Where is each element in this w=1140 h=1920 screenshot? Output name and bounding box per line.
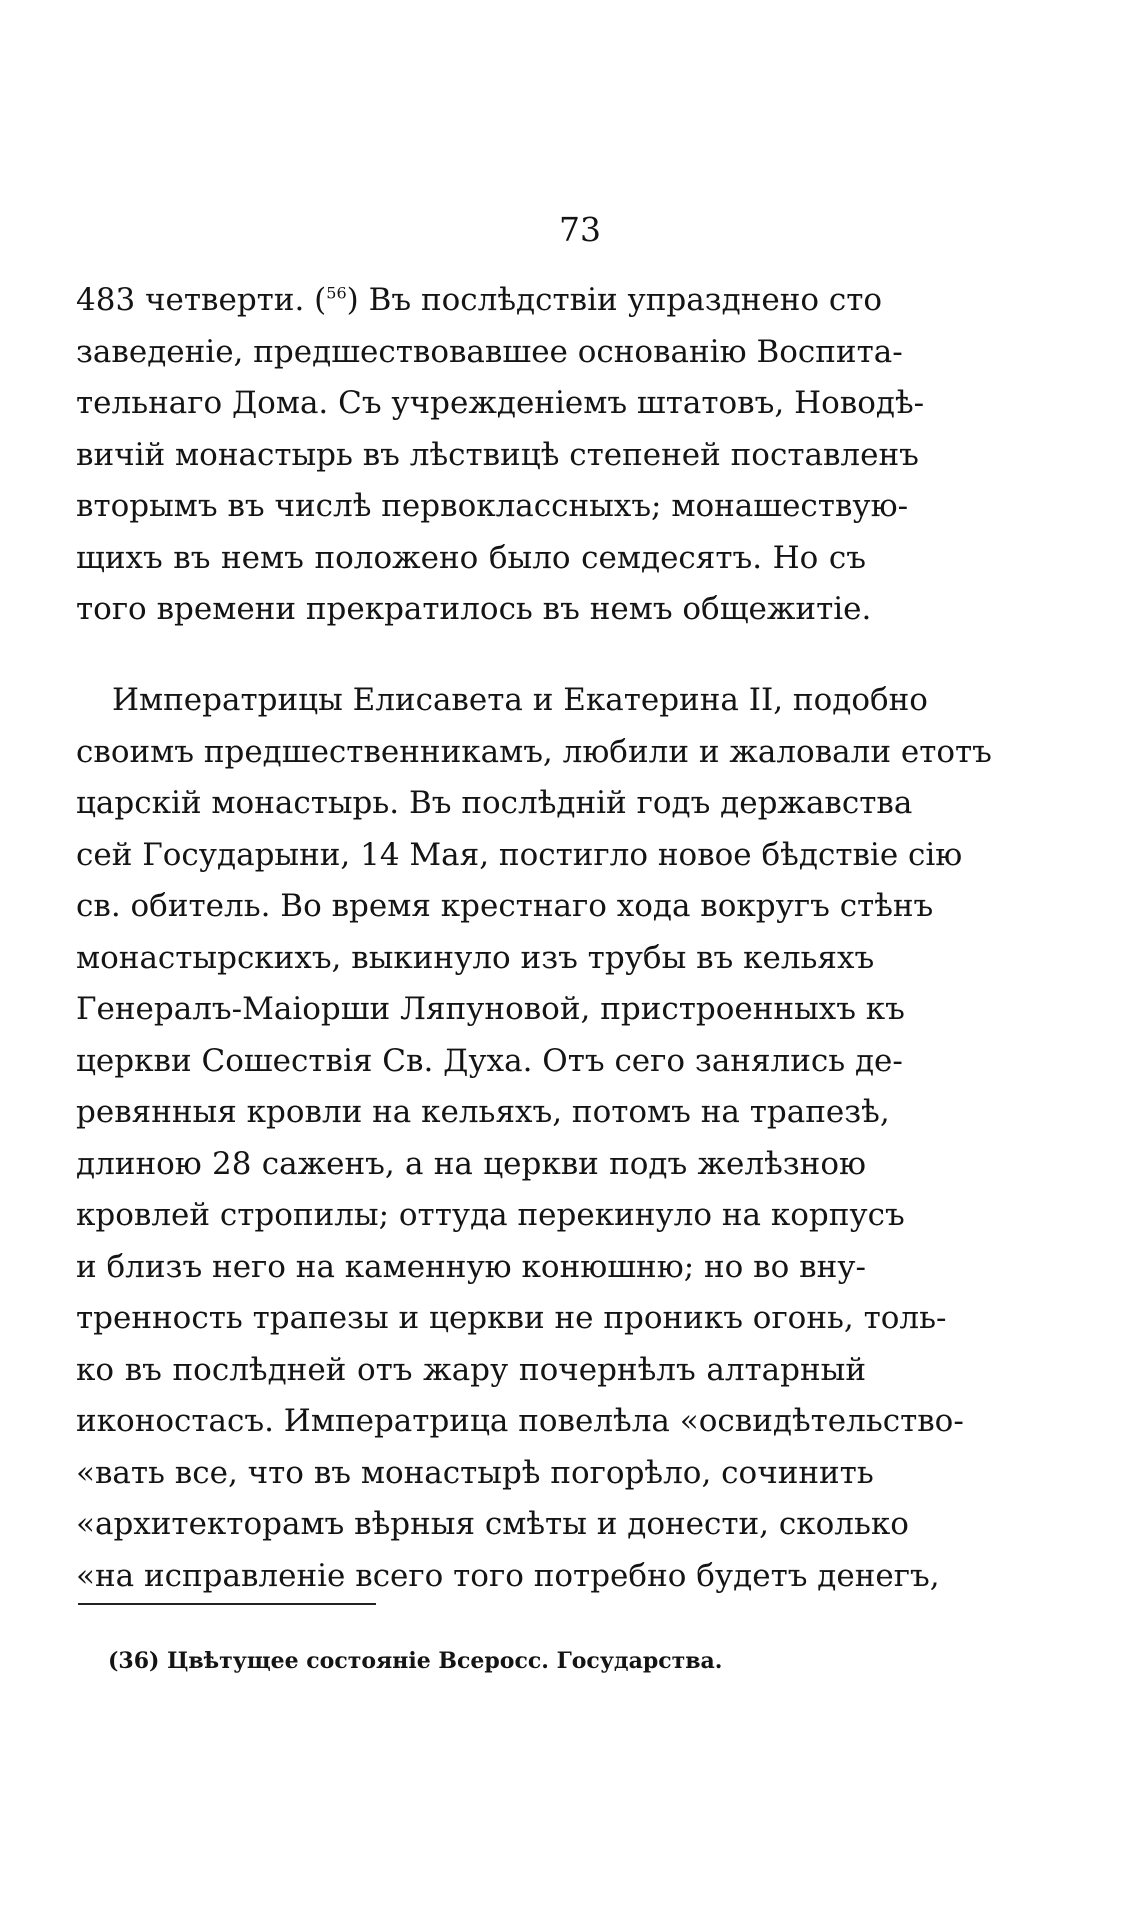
- text-line: ревянныя кровли на кельяхъ, потомъ на трапезѣ,: [76, 1094, 890, 1130]
- text-line: тренность трапезы и церкви не проникъ огонь, толь-: [76, 1300, 947, 1336]
- text-line: сей Государыни, 14 Мая, постигло новое бѣдствіе сію: [76, 836, 963, 873]
- page-number: 73: [559, 210, 601, 249]
- text-line: щихъ въ немъ положено было семдесятъ. Но съ: [76, 539, 866, 576]
- footnote-reference[interactable]: 56: [326, 283, 347, 303]
- text-line: церкви Сошествія Св. Духа. Отъ сего занялись де-: [76, 1042, 903, 1079]
- footnote: (36) Цвѣтущее состояніе Всеросс. Государства.: [108, 1648, 723, 1674]
- text-line: «архитекторамъ вѣрныя смѣты и донести, сколько: [76, 1506, 909, 1542]
- text-line: иконостасъ. Императрица повелѣла «освидѣтельство-: [76, 1403, 964, 1439]
- text-line: своимъ предшественникамъ, любили и жаловали етотъ: [76, 733, 992, 770]
- text-line: «вать все, что въ монастырѣ погорѣло, сочинить: [76, 1454, 874, 1491]
- text-line: св. обитель. Во время крестнаго хода вокругъ стѣнъ: [76, 888, 934, 924]
- text-line: Императрицы Елисавета и Екатерина II, подобно: [112, 682, 928, 718]
- text-line: Генералъ-Маіорши Ляпуновой, пристроенныхъ къ: [76, 991, 905, 1027]
- text-line: заведеніе, предшествовавшее основанію Воспита-: [76, 333, 903, 370]
- text-line: кровлей стропилы; оттуда перекинуло на корпусъ: [76, 1197, 905, 1233]
- footnote-divider: [78, 1603, 376, 1605]
- text-line: тельнаго Дома. Съ учрежденіемъ штатовъ, Новодѣ-: [76, 385, 925, 421]
- text-line: длиною 28 саженъ, а на церкви подъ желѣзною: [76, 1145, 866, 1182]
- text-line: царскій монастырь. Въ послѣдній годъ державства: [76, 785, 913, 821]
- paragraph-1: [76, 275, 925, 636]
- paragraph-2: [76, 675, 992, 1602]
- text-line: «на исправленіе всего того потребно будетъ денегъ,: [76, 1557, 940, 1594]
- text-line: и близъ него на каменную конюшню; но во вну-: [76, 1248, 866, 1285]
- text-line: ко въ послѣдней отъ жару почернѣлъ алтарный: [76, 1351, 866, 1388]
- text-line: вичій монастырь въ лѣствицѣ степеней поставленъ: [76, 436, 919, 473]
- text-line: 483 четверти. ($^{56}$) Въ послѣдствіи упразднено сто: [76, 282, 883, 318]
- text-line: монастырскихъ, выкинуло изъ трубы въ кельяхъ: [76, 939, 875, 976]
- text-line: вторымъ въ числѣ первоклассныхъ; монашествую-: [76, 488, 909, 524]
- text-line: того времени прекратилось въ немъ общежитіе.: [76, 591, 872, 627]
